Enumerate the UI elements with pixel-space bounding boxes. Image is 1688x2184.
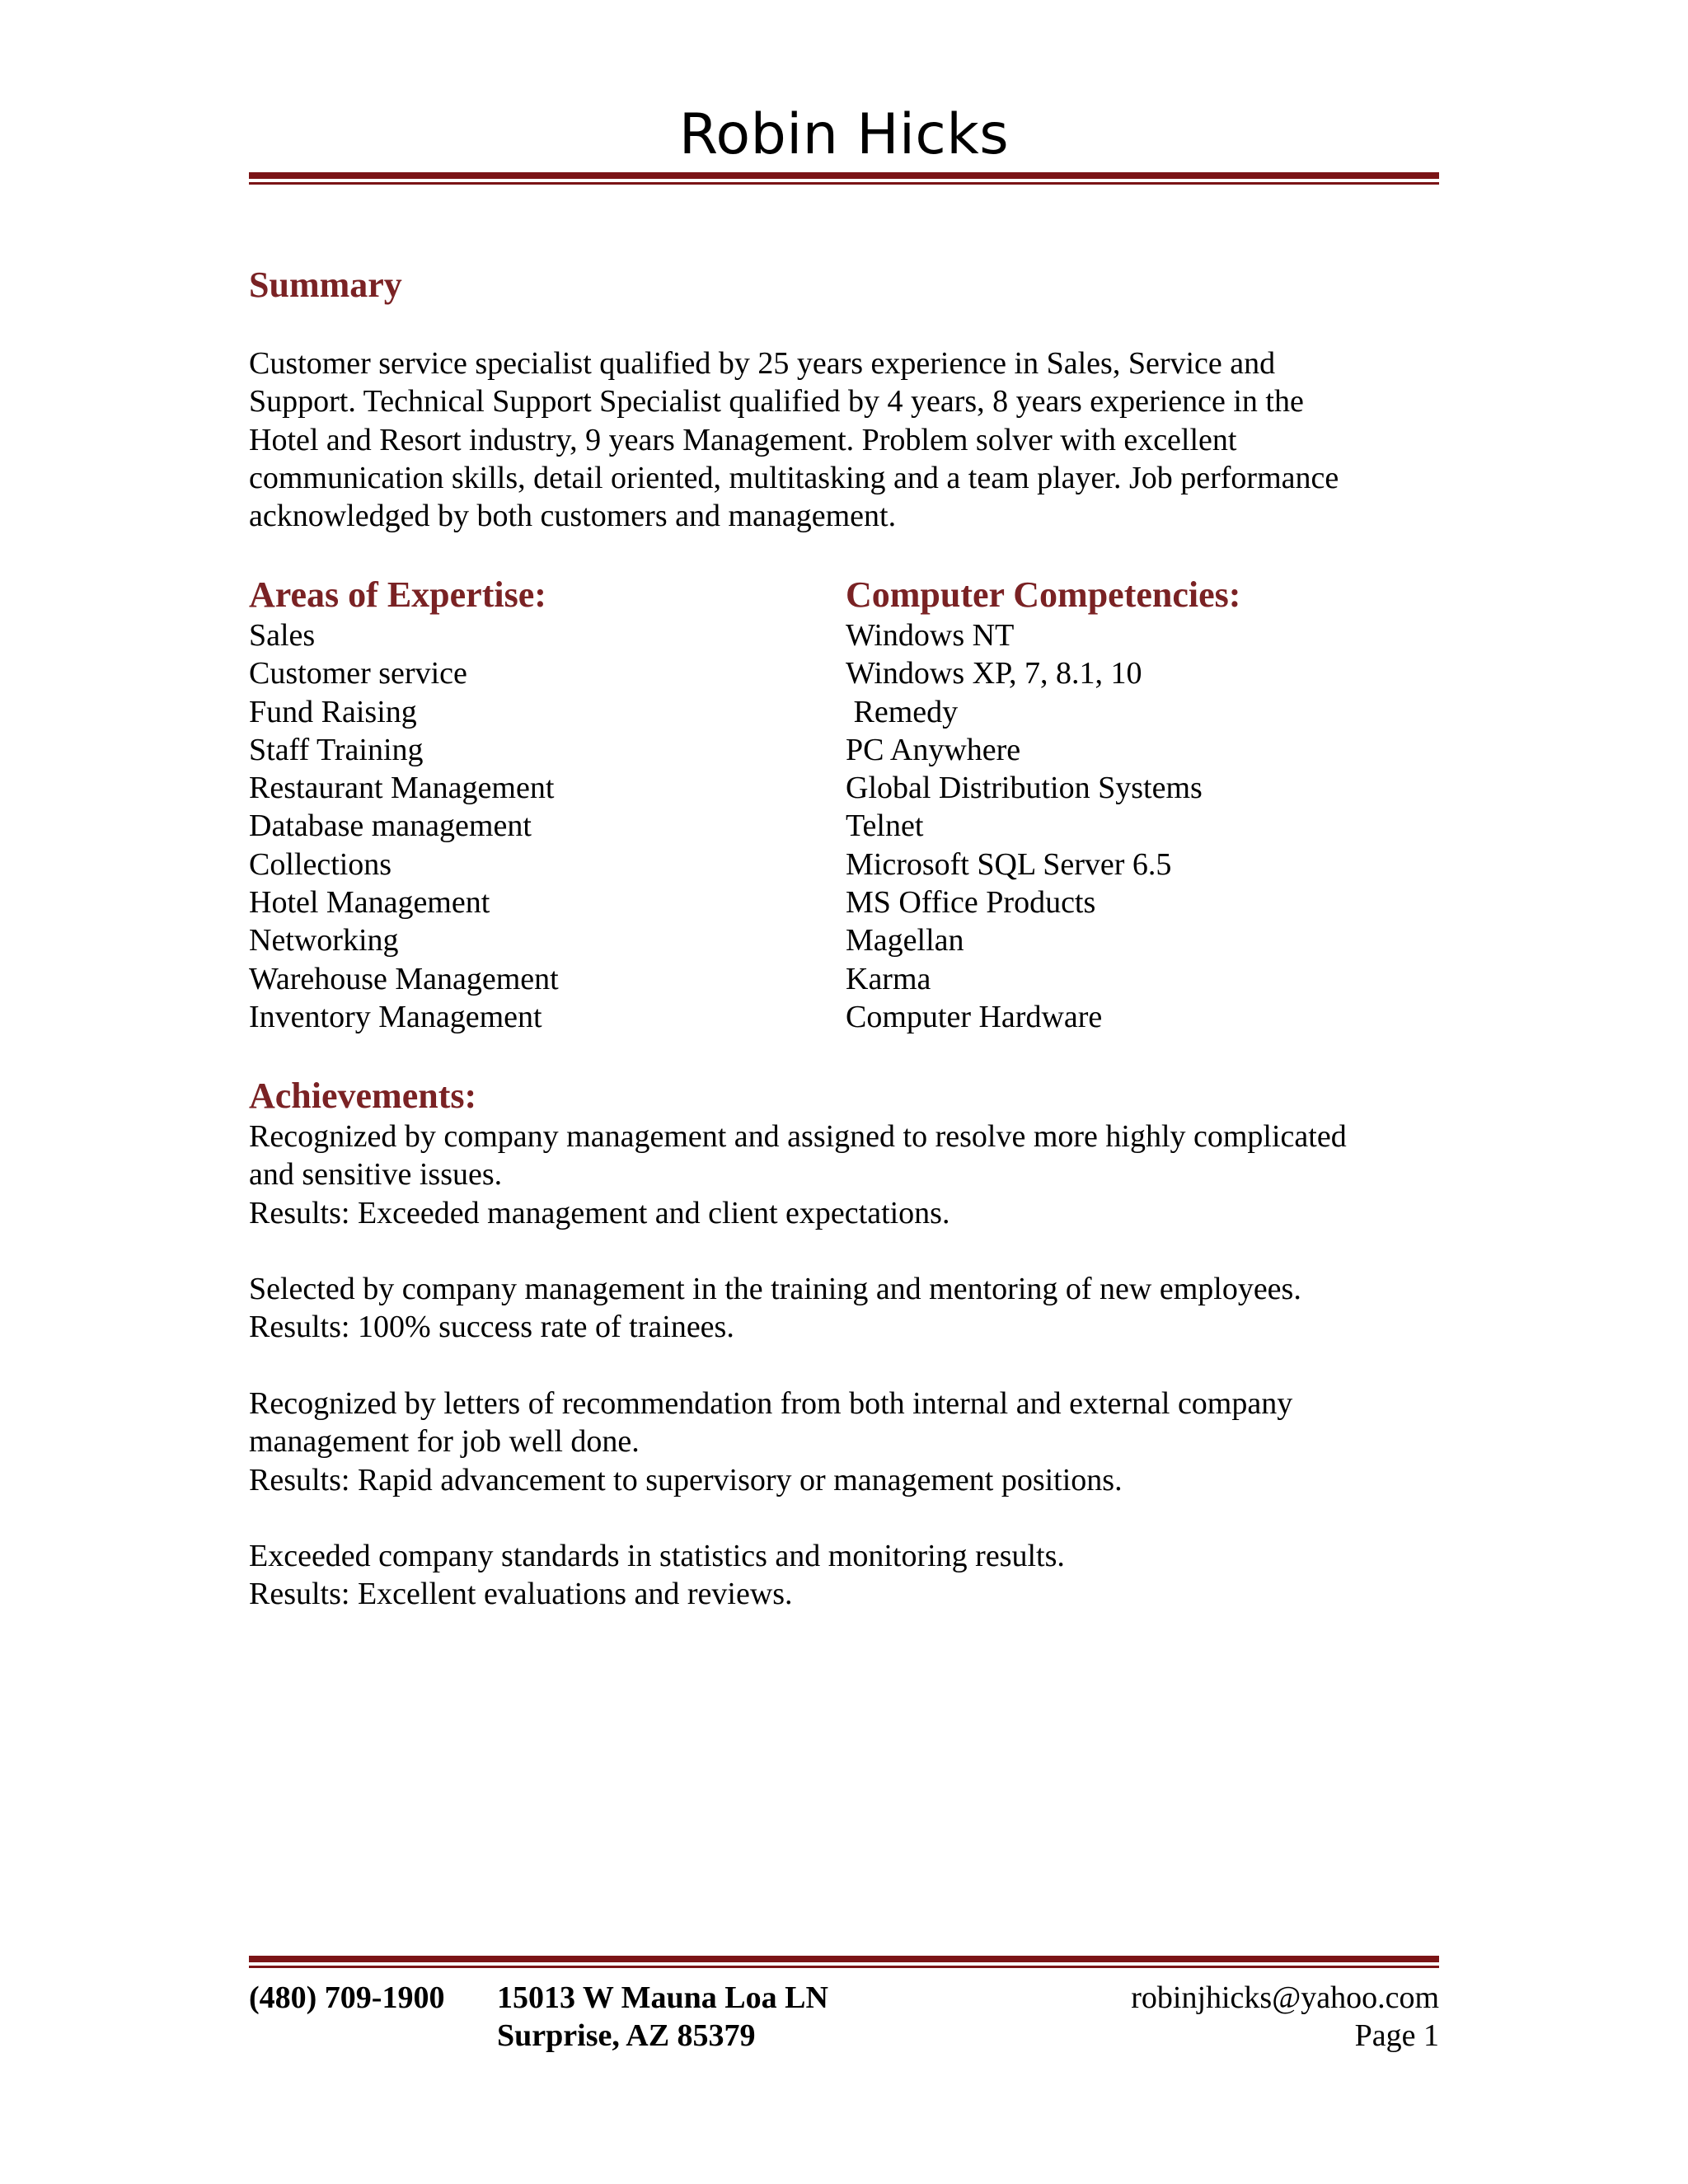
list-item: Customer service (249, 656, 467, 691)
footer-rule-thin (249, 1966, 1439, 1968)
list-item: Networking (249, 923, 399, 958)
list-item: Staff Training (249, 732, 424, 767)
achievements-heading: Achievements: (249, 1076, 477, 1116)
expertise-list (249, 616, 559, 1036)
competencies-list (846, 616, 1203, 1036)
list-item: Karma (846, 961, 931, 996)
list-item: Restaurant Management (249, 771, 555, 806)
list-item: Hotel Management (249, 885, 490, 921)
expertise-heading: Areas of Expertise: (249, 574, 546, 615)
achievement-block: Exceeded company standards in statistics and monitoring results. Results: Excellent evaluations and reviews. (249, 1539, 1065, 1612)
achievement-block: Selected by company management in the training and mentoring of new employees. Results: 100% success rate of trainees. (249, 1272, 1301, 1345)
footer-email: robinjhicks@yahoo.com (1131, 1980, 1439, 2015)
list-item: Sales (249, 618, 316, 653)
footer-page-number: Page 1 (1354, 2018, 1439, 2053)
list-item: Fund Raising (249, 694, 417, 729)
list-item: Warehouse Management (249, 961, 559, 996)
list-item: Database management (249, 808, 532, 844)
list-item: Magellan (846, 923, 964, 958)
footer-address-line1: 15013 W Mauna Loa LN (497, 1980, 828, 2015)
list-item: MS Office Products (846, 885, 1096, 921)
list-item: Microsoft SQL Server 6.5 (846, 846, 1172, 882)
summary-text: Customer service specialist qualified by 25 years experience in Sales, Service and Support. Technical Support Specialist qualified by 4 years, 8 years experience in the Hotel and Resort industry, 9 years Management. Problem solver with excellent communication skills, detail oriented, multitasking and a team player. Job performance acknowledged by both customers and management. (249, 346, 1339, 534)
list-item: Computer Hardware (846, 999, 1103, 1034)
summary-heading: Summary (249, 265, 402, 305)
list-item: Collections (249, 846, 392, 882)
list-item: Global Distribution Systems (846, 771, 1203, 806)
list-item: Inventory Management (249, 999, 542, 1034)
list-item: PC Anywhere (846, 732, 1021, 767)
list-item: Telnet (846, 808, 924, 844)
resume-name-title: Robin Hicks (678, 102, 1010, 167)
footer-phone: (480) 709-1900 (249, 1980, 445, 2015)
header-rule-thin (249, 182, 1439, 185)
list-item: Windows XP, 7, 8.1, 10 (846, 656, 1142, 691)
list-item: Windows NT (846, 618, 1015, 653)
achievement-block: Recognized by letters of recommendation from both internal and external company management for job well done. Results: Rapid advancement to supervisory or management positions. (249, 1386, 1293, 1497)
achievement-block: Recognized by company management and assigned to resolve more highly complicated and sensitive issues. Results: Exceeded management and client expectations. (249, 1119, 1347, 1230)
footer-address-line2: Surprise, AZ 85379 (497, 2018, 756, 2053)
competencies-heading: Computer Competencies: (846, 574, 1241, 615)
header-rule-thick (249, 172, 1439, 179)
list-item: Remedy (846, 694, 959, 729)
footer-rule-thick (249, 1956, 1439, 1962)
